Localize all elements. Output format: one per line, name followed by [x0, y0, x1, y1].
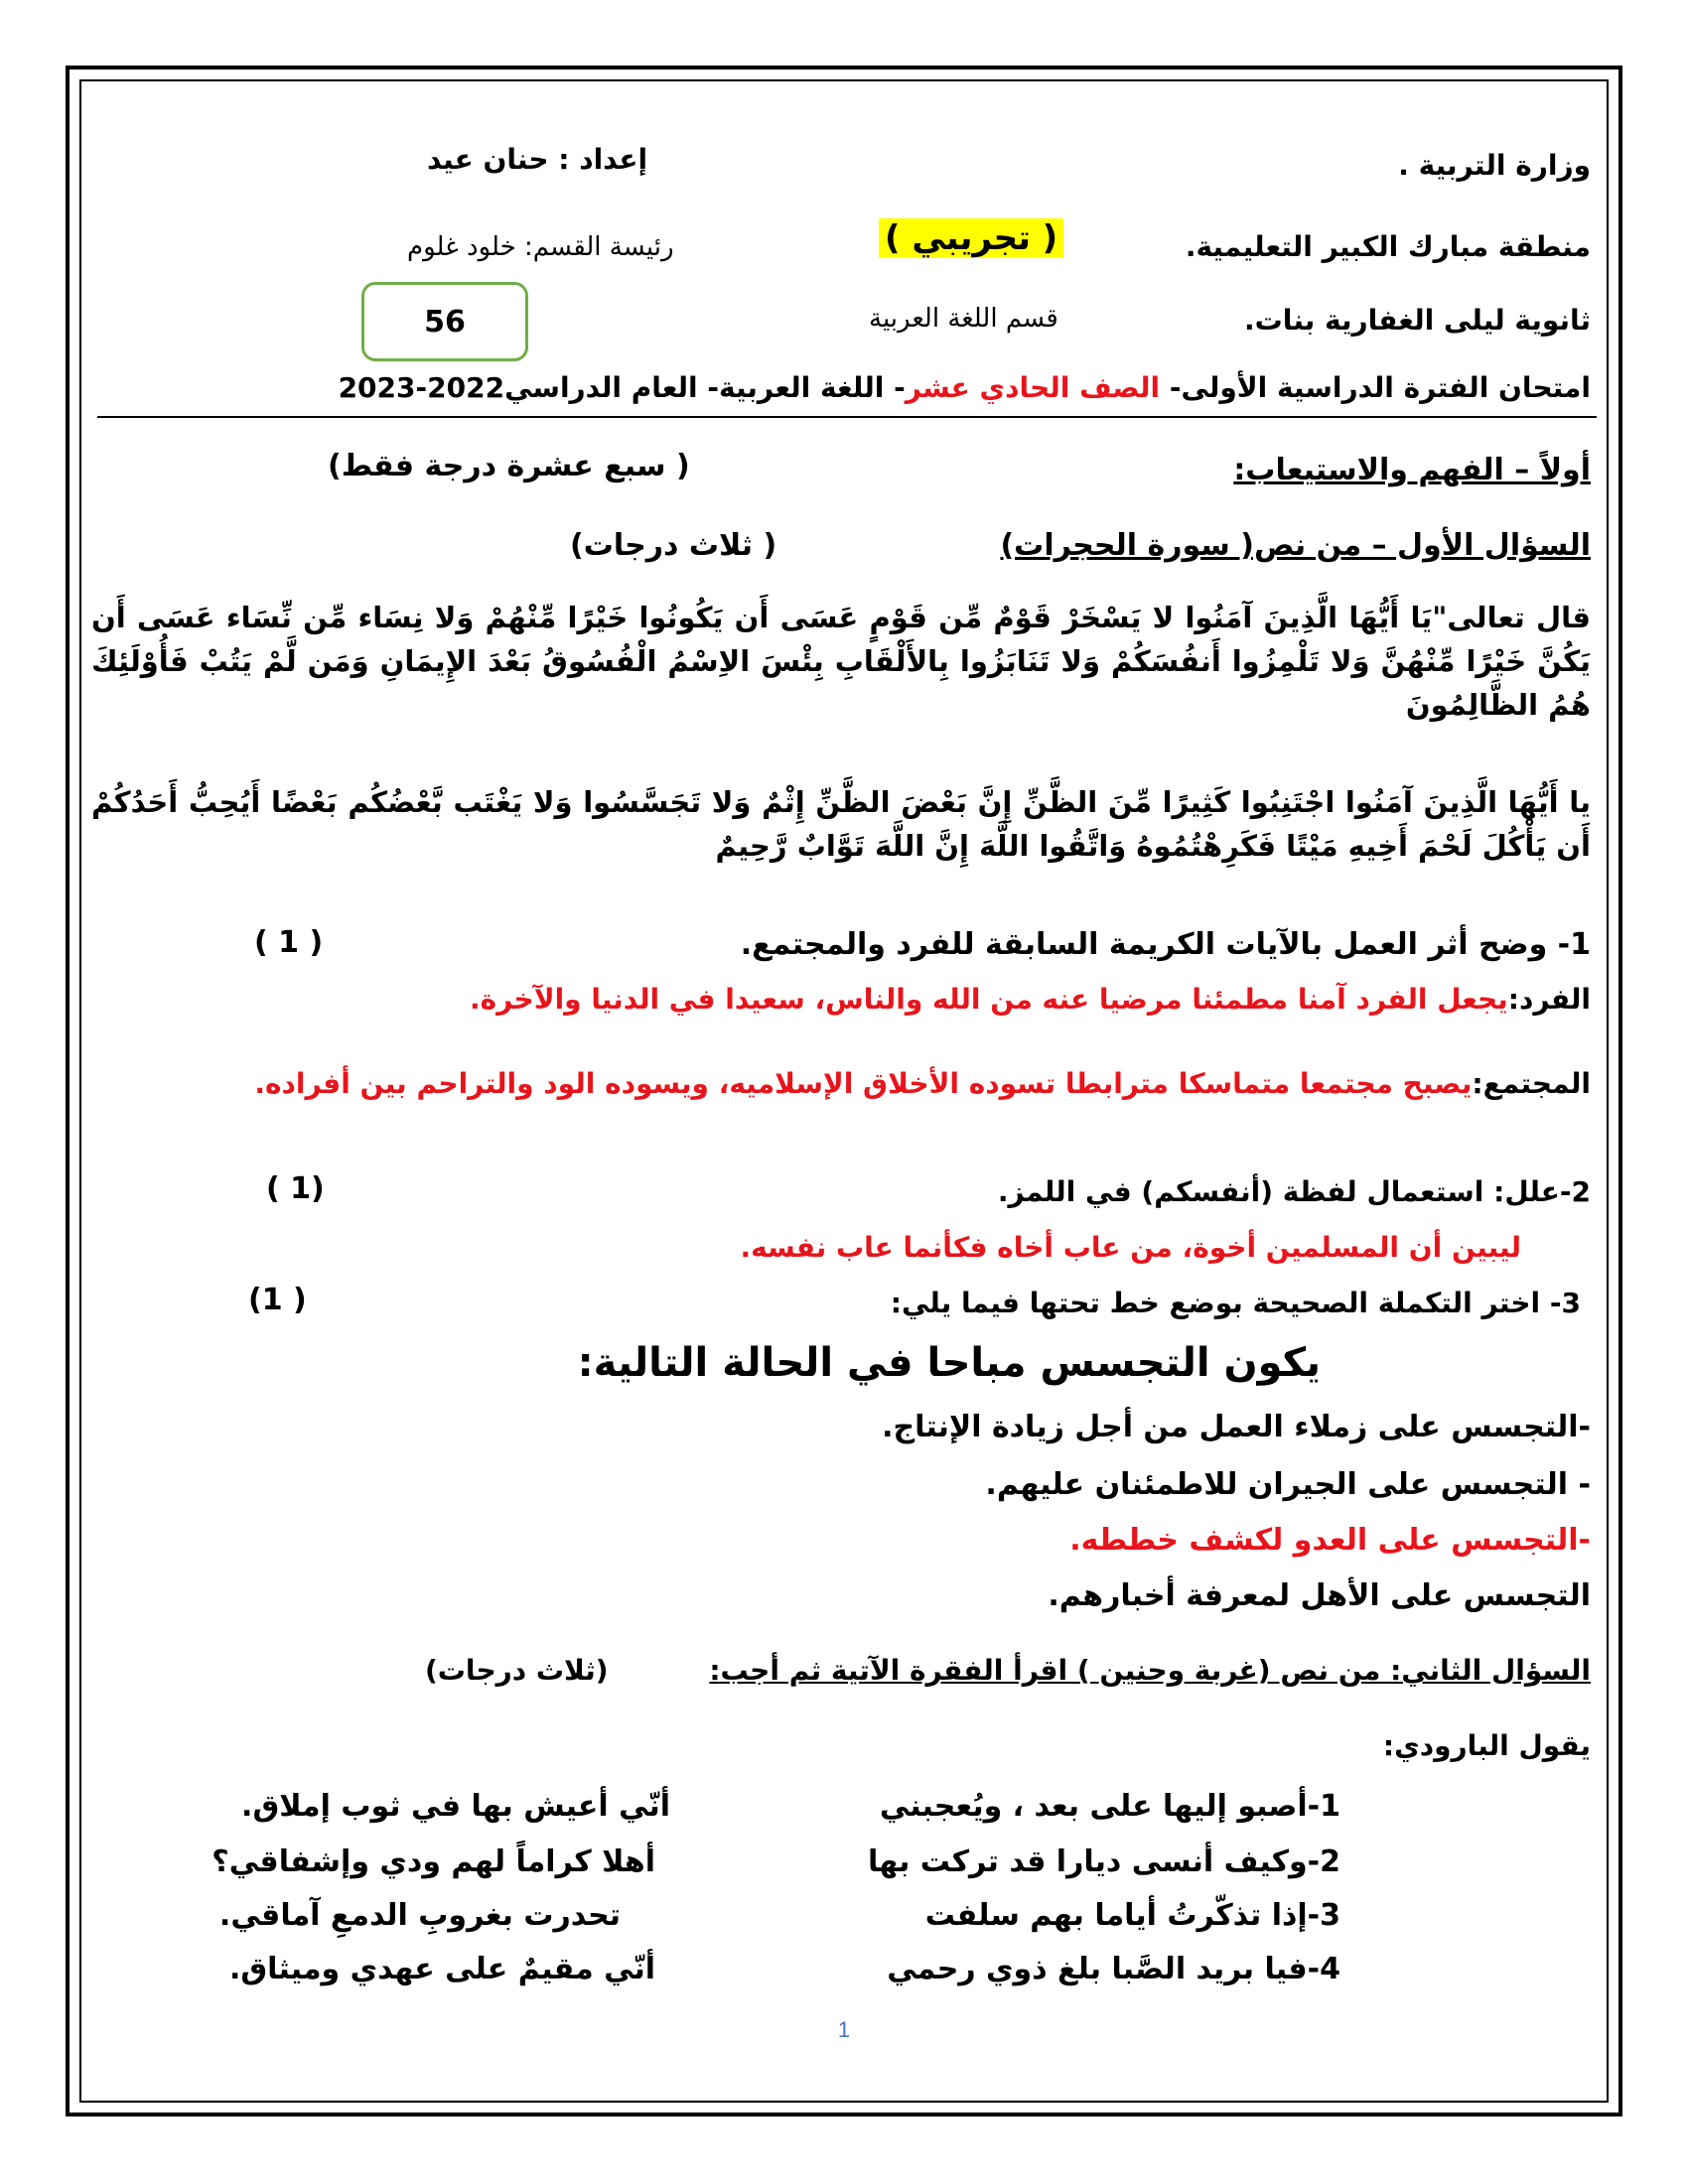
item-3-mark: ( 1) [248, 1283, 307, 1317]
item-2-answer: ليبين أن المسلمين أخوة، من عاب أخاه فكأنما عاب نفسه. [740, 1231, 1521, 1264]
verse-line-2-second: أهلا كراماً لهم ودي وإشفاقي؟ [211, 1844, 655, 1879]
verse-line-4-second: أنّي مقيمٌ على عهدي وميثاق. [228, 1952, 655, 1986]
society-answer-line: المجتمع:يصبح مجتمعا متماسكا مترابطا تسوده الأخلاق الإسلاميه، ويسوده الود والتراحم بين أفراده. [254, 1067, 1591, 1100]
score-box: 56 [361, 282, 528, 361]
item-2-question: 2-علل: استعمال لفظة (أنفسكم) في اللمز. [997, 1175, 1591, 1208]
section-title: أولاً – الفهم والاستيعاب: [1233, 453, 1591, 487]
poem-intro: يقول البارودي: [1382, 1729, 1591, 1762]
school-name: ثانوية ليلى الغفارية بنات. [1244, 304, 1591, 337]
head-of-department: رئيسة القسم: خلود غلوم [407, 232, 674, 262]
question-1-points: ( ثلاث درجات) [570, 528, 777, 563]
item-2-mark: (1 ) [266, 1171, 325, 1206]
question-2-title: السؤال الثاني: من نص (غربة وحنين ) اقرأ الفقرة الآتية ثم أجب: [709, 1654, 1591, 1687]
item-3-stem: يكون التجسس مباحا في الحالة التالية: [577, 1340, 1321, 1386]
verse-line-4-first: 4-فيا بريد الصَّبا بلغ ذوي رحمي [887, 1952, 1340, 1986]
verse-line-2-first: 2-وكيف أنسى ديارا قد تركت بها [868, 1844, 1340, 1879]
ministry-name: وزارة التربية . [1398, 149, 1591, 182]
verse-2: يا أَيُّهَا الَّذِينَ آمَنُوا اجْتَنِبُوا كَثِيرًا مِّنَ الظَّنِّ إِنَّ بَعْضَ الظَّنِّ إِثْمٌ وَلا تَجَسَّسُوا وَلا يَغْتَب بَّعْضُكُم بَعْضًا أَيُحِبُّ أَحَدُكُمْ أَن يَأْكُلَ لَحْمَ أَخِيهِ مَيْتًا فَكَرِهْتُمُوهُ وَاتَّقُوا اللَّهَ إِنَّ اللَّهَ تَوَّابٌ رَّحِيمٌ [91, 785, 1591, 863]
department-name: قسم اللغة العربية [869, 304, 1058, 334]
exam-title: امتحان الفترة الدراسية الأولى- الصف الحادي عشر- اللغة العربية- العام الدراسي2022-2023 [338, 371, 1591, 404]
verse-line-3-first: 3-إذا تذكّرتُ أياما بهم سلفت [924, 1898, 1340, 1933]
district-name: منطقة مبارك الكبير التعليمية. [1185, 230, 1591, 263]
item-1-question: 1- وضح أثر العمل بالآيات الكريمة السابقة للفرد والمجتمع. [740, 927, 1591, 962]
option-4: التجسس على الأهل لمعرفة أخبارهم. [1048, 1578, 1591, 1613]
verse-line-1-second: أنّي أعيش بها في ثوب إملاق. [241, 1789, 670, 1824]
section-points: ( سبع عشرة درجة فقط) [328, 449, 690, 483]
prepared-by: إعداد : حنان عيد [427, 143, 648, 176]
individual-answer-line: الفرد:يجعل الفرد آمنا مطمئنا مرضيا عنه من الله والناس، سعيدا في الدنيا والآخرة. [469, 983, 1591, 1016]
item-1-mark: ( 1 ) [254, 925, 324, 960]
verse-1: قال تعالى"يَا أَيُّهَا الَّذِينَ آمَنُوا لا يَسْخَرْ قَوْمٌ مِّن قَوْمٍ عَسَى أَن يَكُونُوا خَيْرًا مِّنْهُمْ وَلا نِسَاء مِّن نِّسَاء عَسَى أَن يَكُنَّ خَيْرًا مِّنْهُنَّ وَلا تَلْمِزُوا أَنفُسَكُمْ وَلا تَنَابَزُوا بِالأَلْقَابِ بِئْسَ الاِسْمُ الْفُسُوقُ بَعْدَ الإِيمَانِ وَمَن لَّمْ يَتُبْ فَأُوْلَئِكَ هُمُ الظَّالِمُونَ [91, 601, 1591, 722]
trial-label: ( تجريبي ) [879, 218, 1063, 258]
option-2: - التجسس على الجيران للاطمئنان عليهم. [985, 1467, 1591, 1502]
header-divider [97, 416, 1597, 418]
item-3-question: 3- اختر التكملة الصحيحة بوضع خط تحتها فيما يلي: [890, 1287, 1581, 1319]
option-1: -التجسس على زملاء العمل من أجل زيادة الإنتاج. [882, 1410, 1591, 1444]
option-3-correct: -التجسس على العدو لكشف خططه. [1069, 1523, 1591, 1558]
verse-line-3-second: تحدرت بغروبِ الدمعِ آماقي. [218, 1898, 621, 1933]
verse-line-1-first: 1-أصبو إليها على بعد ، ويُعجبني [879, 1789, 1340, 1824]
question-1-title: السؤال الأول – من نص( سورة الحجرات) [1000, 528, 1591, 563]
question-2-points: (ثلاث درجات) [425, 1654, 609, 1687]
page-number: 1 [837, 2017, 851, 2042]
